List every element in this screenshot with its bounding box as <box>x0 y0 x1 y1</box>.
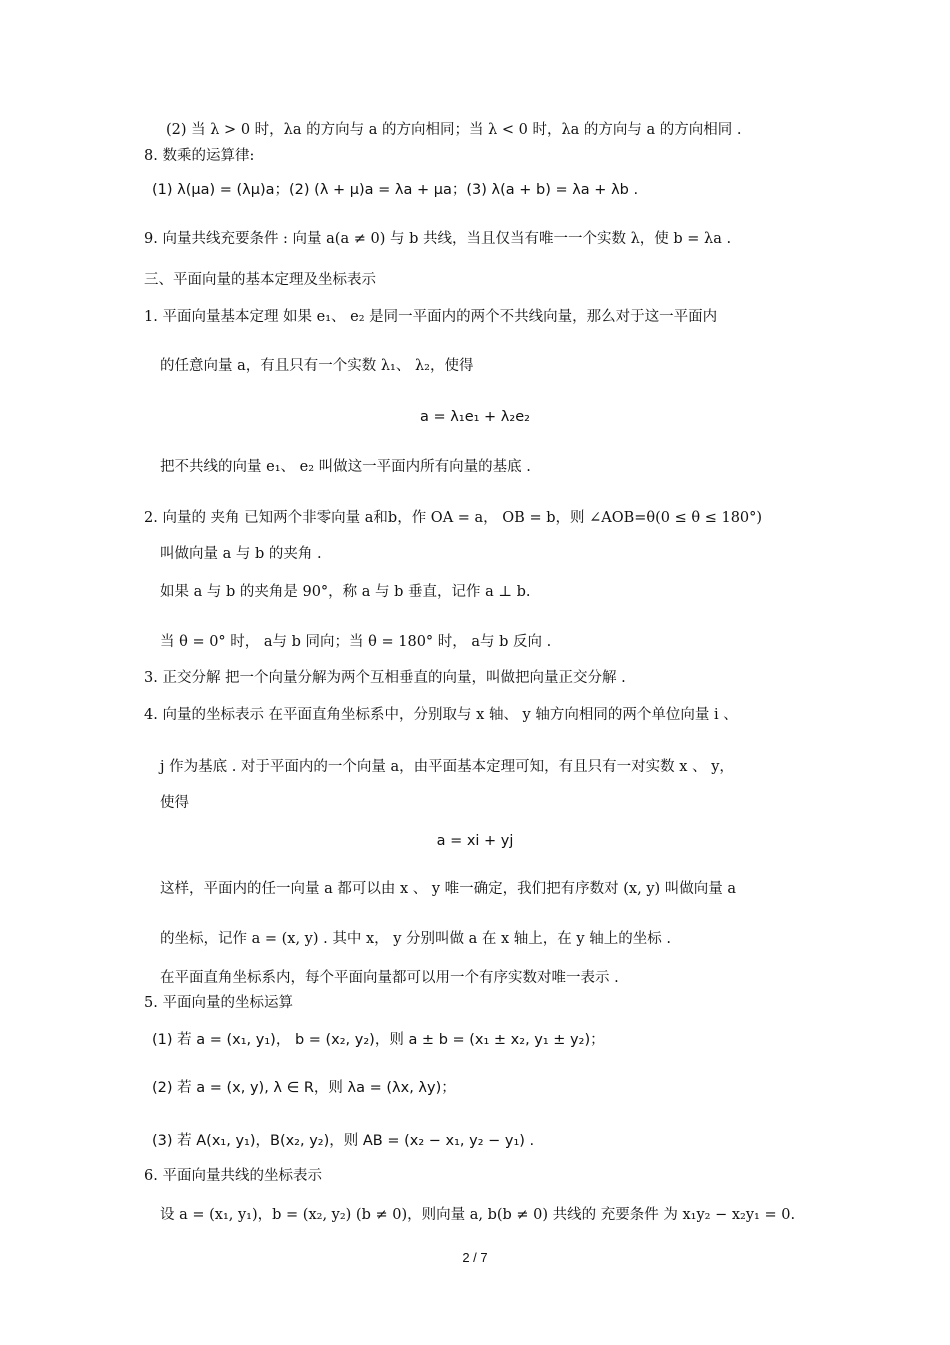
text-line-angle-def: 叫做向量 a 与 b 的夹角 . <box>160 546 322 562</box>
heading-coordinate-operations: 5. 平面向量的坐标运算 <box>144 995 293 1011</box>
text-line-unique-representation: 在平面直角坐标系内，每个平面向量都可以用一个有序实数对唯一表示 . <box>160 970 619 986</box>
text-line-angle: 2. 向量的 夹角 已知两个非零向量 a和b，作 OA = a， OB = b，则 ∠AOB=θ(0 ≤ θ ≤ 180°) <box>144 510 763 526</box>
text-line-coordinate-notation: 的坐标，记作 a = (x, y) . 其中 x， y 分别叫做 a 在 x 轴上，在 y 轴上的坐标 . <box>160 931 671 947</box>
formula-add-subtract: (1) 若 a = (x₁, y₁)， b = (x₂, y₂)，则 a ± b = (x₁ ± x₂, y₁ ± y₂)； <box>152 1032 605 1048</box>
formula-basis-decomposition: a = λ₁e₁ + λ₂e₂ <box>420 409 530 425</box>
text-line-basis-ij: j 作为基底 . 对于平面内的一个向量 a，由平面基本定理可知，有且只有一对实数 x 、 y， <box>160 759 734 775</box>
text-line-basis: 把不共线的向量 e₁、 e₂ 叫做这一平面内所有向量的基底 . <box>160 459 531 475</box>
text-line-any-vector: 的任意向量 a，有且只有一个实数 λ₁、 λ₂，使得 <box>160 358 474 374</box>
page-number: 2 / 7 <box>462 1250 488 1265</box>
formula-scalar-laws: (1) λ(μa) = (λμ)a；(2) (λ + μ)a = λa + μa；(3) λ(a + b) = λa + λb . <box>152 182 639 198</box>
text-line-coordinates: 4. 向量的坐标表示 在平面直角坐标系中，分别取与 x 轴、 y 轴方向相同的两个单位向量 i 、 <box>144 707 738 723</box>
formula-vector-ab: (3) 若 A(x₁, y₁)，B(x₂, y₂)，则 AB = (x₂ − x₁, y₂ − y₁) . <box>152 1133 535 1149</box>
text-line-basic-theorem: 1. 平面向量基本定理 如果 e₁、 e₂ 是同一平面内的两个不共线向量，那么对于这一平面内 <box>144 309 718 325</box>
formula-scalar-coordinate: (2) 若 a = (x, y), λ ∈ R，则 λa = (λx, λy)； <box>152 1080 456 1096</box>
formula-xi-yj: a = xi + yj <box>436 833 514 849</box>
text-line-same-direction: 当 θ = 0° 时， a与 b 同向；当 θ = 180° 时， a与 b 反向 . <box>160 634 552 650</box>
heading-collinear-coordinates: 6. 平面向量共线的坐标表示 <box>144 1168 322 1184</box>
text-line-ordered-pair: 这样，平面内的任一向量 a 都可以由 x 、 y 唯一确定，我们把有序数对 (x, y) 叫做向量 a <box>160 881 737 897</box>
formula-collinear-condition: 设 a = (x₁, y₁)，b = (x₂, y₂) (b ≠ 0)，则向量 a, b(b ≠ 0) 共线的 充要条件 为 x₁y₂ − x₂y₁ = 0. <box>160 1207 796 1223</box>
section-heading-3: 三、平面向量的基本定理及坐标表示 <box>144 272 376 288</box>
text-line-such-that: 使得 <box>160 795 189 811</box>
text-line-orthogonal: 3. 正交分解 把一个向量分解为两个互相垂直的向量，叫做把向量正交分解 . <box>144 670 626 686</box>
heading-scalar-laws: 8. 数乘的运算律: <box>144 148 255 164</box>
text-line-perpendicular: 如果 a 与 b 的夹角是 90°，称 a 与 b 垂直，记作 a ⊥ b. <box>160 584 531 600</box>
text-line-scalar-direction: (2) 当 λ > 0 时，λa 的方向与 a 的方向相同；当 λ < 0 时，λa 的方向与 a 的方向相同 . <box>166 122 742 138</box>
text-line-collinear-condition: 9. 向量共线充要条件 : 向量 a(a ≠ 0) 与 b 共线，当且仅当有唯一一个实数 λ，使 b = λa . <box>144 231 732 247</box>
